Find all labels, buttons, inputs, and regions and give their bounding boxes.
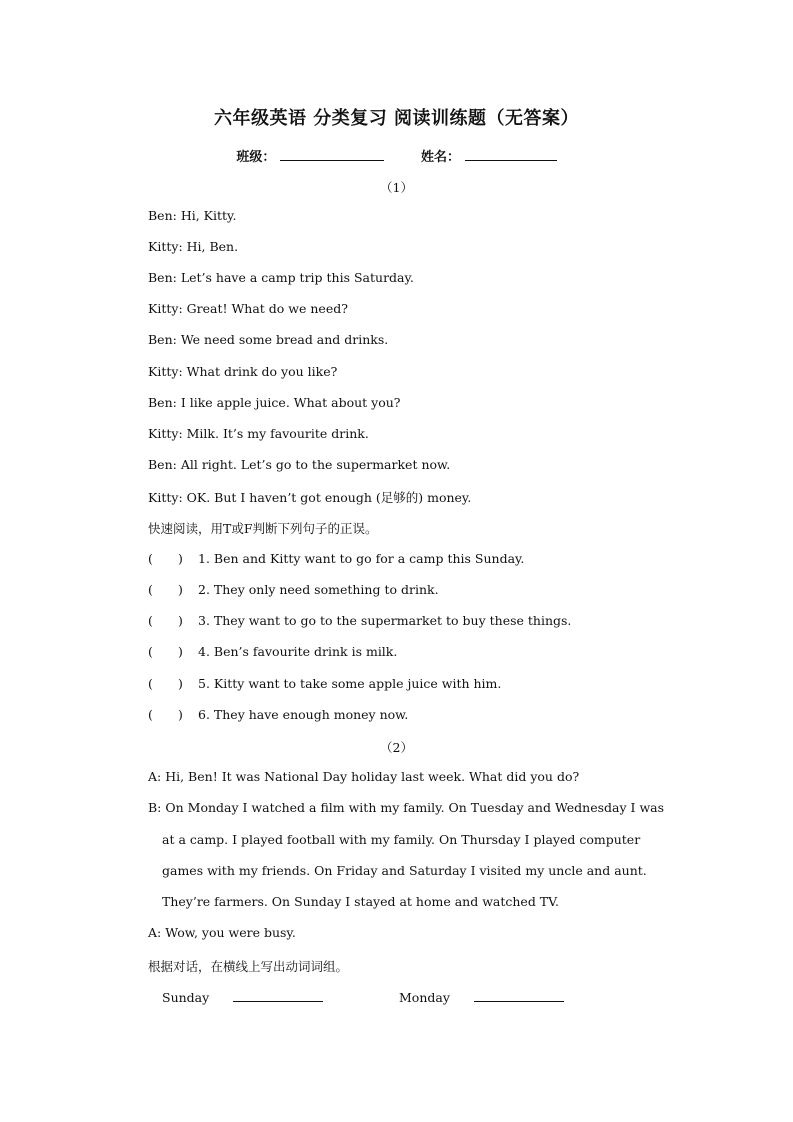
fill-item-monday [399,990,564,1005]
page-title: 六年级英语 分类复习 阅读训练题（无答案） [213,108,580,129]
answer-paren-open: ( [148,551,153,566]
fill-blank[interactable] [474,991,564,1002]
question-text: They only need something to drink. [213,582,439,597]
question-1 [148,551,524,566]
question-number: 2. [198,582,210,597]
dialogue-line: Kitty: OK. But I haven’t got enough (足够的) money. [148,490,472,505]
name-blank[interactable] [465,148,557,161]
question-2 [148,582,439,597]
dialogue-line: games with my friends. On Friday and Saturday I visited my uncle and aunt. [162,863,647,878]
section-2-instruction: 根据对话，在横线上写出动词词组。 [148,959,349,974]
answer-paren-close[interactable]: ) [178,707,183,722]
fill-day-label: Sunday [162,990,210,1005]
question-number: 5. [198,676,210,691]
answer-paren-close[interactable]: ) [178,582,183,597]
dialogue-line: Ben: I like apple juice. What about you? [148,395,401,410]
question-number: 1. [198,551,210,566]
dialogue-line: B: On Monday I watched a film with my family. On Tuesday and Wednesday I was [148,800,665,815]
question-6 [148,707,408,722]
question-text: Ben’s favourite drink is milk. [213,644,398,659]
dialogue-line: They’re farmers. On Sunday I stayed at home and watched TV. [162,894,559,909]
answer-paren-open: ( [148,644,153,659]
fill-day-label: Monday [399,990,450,1005]
question-4 [148,644,397,659]
fill-blank[interactable] [233,991,323,1002]
answer-paren-close[interactable]: ) [178,644,183,659]
dialogue-line: Ben: We need some bread and drinks. [148,332,389,347]
dialogue-line: Kitty: What drink do you like? [148,364,338,379]
name-label: 姓名： [421,150,461,165]
fill-item-sunday [162,990,323,1005]
section-1-number: （1） [380,180,413,195]
answer-paren-close[interactable]: ) [178,613,183,628]
dialogue-line: Kitty: Hi, Ben. [148,239,239,254]
answer-paren-open: ( [148,582,153,597]
dialogue-line: A: Hi, Ben! It was National Day holiday last week. What did you do? [148,769,580,784]
question-number: 6. [198,707,210,722]
student-info-line [0,146,793,165]
question-text: They want to go to the supermarket to buy these things. [213,613,572,628]
question-3 [148,613,571,628]
answer-paren-close[interactable]: ) [178,551,183,566]
class-blank[interactable] [280,148,384,161]
dialogue-line: at a camp. I played football with my family. On Thursday I played computer [162,832,641,847]
question-5 [148,676,501,691]
question-number: 4. [198,644,210,659]
section-2-number: （2） [380,740,413,755]
question-text: Ben and Kitty want to go for a camp this Sunday. [213,551,525,566]
question-text: Kitty want to take some apple juice with him. [213,676,502,691]
dialogue-line: Ben: Let’s have a camp trip this Saturday. [148,270,414,285]
dialogue-line: Ben: All right. Let’s go to the supermarket now. [148,457,451,472]
dialogue-line: Kitty: Milk. It’s my favourite drink. [148,426,369,441]
answer-paren-open: ( [148,676,153,691]
dialogue-line: Kitty: Great! What do we need? [148,301,348,316]
answer-paren-close[interactable]: ) [178,676,183,691]
question-number: 3. [198,613,210,628]
class-label: 班级： [236,150,276,165]
answer-paren-open: ( [148,613,153,628]
section-1-instruction: 快速阅读，用T或F判断下列句子的正误。 [148,521,378,536]
answer-paren-open: ( [148,707,153,722]
dialogue-line: Ben: Hi, Kitty. [148,208,237,223]
question-text: They have enough money now. [213,707,409,722]
dialogue-line: A: Wow, you were busy. [148,925,296,940]
